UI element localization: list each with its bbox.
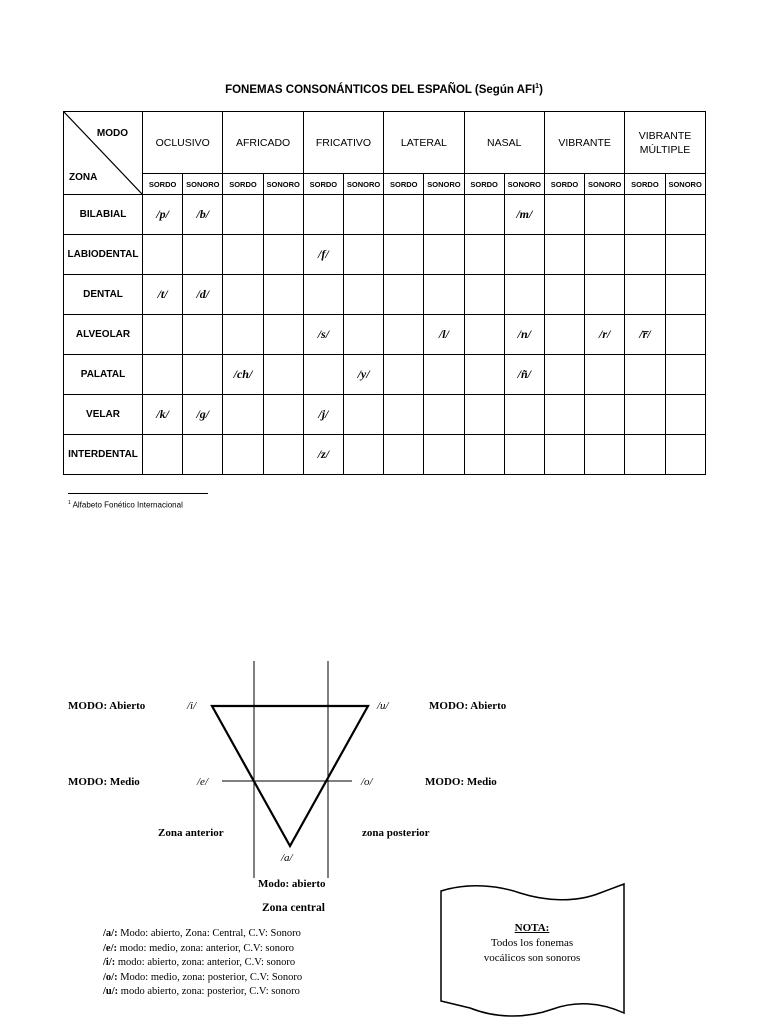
phoneme-cell: /r/	[585, 315, 625, 355]
zona-posterior-label: zona posterior	[362, 827, 430, 839]
sordo-subheader: SORDO	[625, 174, 665, 195]
phoneme-cell: /j/	[303, 395, 343, 435]
vowel-i: /i/	[187, 700, 197, 712]
phoneme-cell: /z/	[303, 435, 343, 475]
sonoro-subheader: SONORO	[343, 174, 383, 195]
footnote: $^1$ Alfabeto Fonético Internacional	[68, 500, 183, 510]
vowel-u: /u/	[377, 700, 389, 712]
modo-medio-left-label: MODO: Medio	[68, 776, 140, 788]
phoneme-cell: /d/	[183, 275, 223, 315]
vowel-a: /a/	[281, 852, 293, 864]
phoneme-cell: /s/	[303, 315, 343, 355]
sordo-subheader: SORDO	[464, 174, 504, 195]
zone-label: INTERDENTAL	[64, 435, 143, 475]
sonoro-subheader: SONORO	[665, 174, 705, 195]
phoneme-cell: /p/	[143, 195, 183, 235]
zone-label: PALATAL	[64, 355, 143, 395]
vowel-e: /e/	[197, 776, 208, 788]
mode-header: VIBRANTE MÚLTIPLE	[625, 112, 705, 174]
sordo-subheader: SORDO	[143, 174, 183, 195]
phoneme-cell: /b/	[183, 195, 223, 235]
mode-header: NASAL	[464, 112, 544, 174]
zone-label: VELAR	[64, 395, 143, 435]
zone-label: DENTAL	[64, 275, 143, 315]
sonoro-subheader: SONORO	[263, 174, 303, 195]
phoneme-cell: /m/	[504, 195, 544, 235]
phoneme-cell: /k/	[143, 395, 183, 435]
sordo-subheader: SORDO	[544, 174, 584, 195]
legend-item: /i/: modo: abierto, zona: anterior, C.V: sonoro	[103, 957, 296, 968]
note-line: Todos los fonemas	[490, 937, 574, 949]
vowel-triangle	[212, 706, 368, 846]
phoneme-cell: /ñ/	[504, 355, 544, 395]
modo-abierto-right-label: MODO: Abierto	[429, 700, 507, 712]
mode-header: FRICATIVO	[303, 112, 383, 174]
phoneme-cell: /g/	[183, 395, 223, 435]
modo-abierto-bottom-label: Modo: abierto	[258, 878, 326, 890]
sordo-subheader: SORDO	[223, 174, 263, 195]
mode-header: VIBRANTE	[544, 112, 624, 174]
zone-label: LABIODENTAL	[64, 235, 143, 275]
note-box	[448, 921, 616, 966]
sonoro-subheader: SONORO	[424, 174, 464, 195]
phoneme-cell: /l/	[424, 315, 464, 355]
mode-header: OCLUSIVO	[143, 112, 223, 174]
zona-central-label: Zona central	[262, 902, 325, 914]
phoneme-cell: /t/	[143, 275, 183, 315]
vowel-o: /o/	[361, 776, 373, 788]
mode-header: LATERAL	[384, 112, 464, 174]
sonoro-subheader: SONORO	[183, 174, 223, 195]
zone-label: ALVEOLAR	[64, 315, 143, 355]
zona-anterior-label: Zona anterior	[158, 827, 224, 839]
sonoro-subheader: SONORO	[504, 174, 544, 195]
vowel-legend	[103, 927, 302, 1000]
modo-abierto-left-label: MODO: Abierto	[68, 700, 146, 712]
mode-header: AFRICADO	[223, 112, 303, 174]
phoneme-cell: /y/	[343, 355, 383, 395]
phoneme-cell: /n/	[504, 315, 544, 355]
phoneme-cell: /r̅/	[625, 315, 665, 355]
legend-item: /o/: Modo: medio, zona: posterior, C.V: Sonoro	[103, 971, 303, 983]
modo-medio-right-label: MODO: Medio	[425, 776, 497, 788]
sonoro-subheader: SONORO	[585, 174, 625, 195]
sordo-subheader: SORDO	[384, 174, 424, 195]
note-title: NOTA:	[514, 922, 550, 934]
phoneme-cell: /f/	[303, 235, 343, 275]
sordo-subheader: SORDO	[303, 174, 343, 195]
legend-item: /u/: modo abierto, zona: posterior, C.V: sonoro	[103, 986, 300, 997]
note-line: vocálicos son sonoros	[483, 952, 581, 964]
page-title: FONEMAS CONSONÁNTICOS DEL ESPAÑOL (Según AFI$^1$)	[225, 83, 543, 96]
corner-zona-label: ZONA	[69, 172, 98, 183]
phoneme-cell: /ch/	[223, 355, 263, 395]
legend-item: /a/: Modo: abierto, Zona: Central, C.V: Sonoro	[103, 928, 301, 939]
corner-modo-label: MODO	[96, 128, 128, 139]
zone-label: BILABIAL	[64, 195, 143, 235]
legend-item: /e/: modo: medio, zona: anterior, C.V: sonoro	[103, 942, 294, 954]
